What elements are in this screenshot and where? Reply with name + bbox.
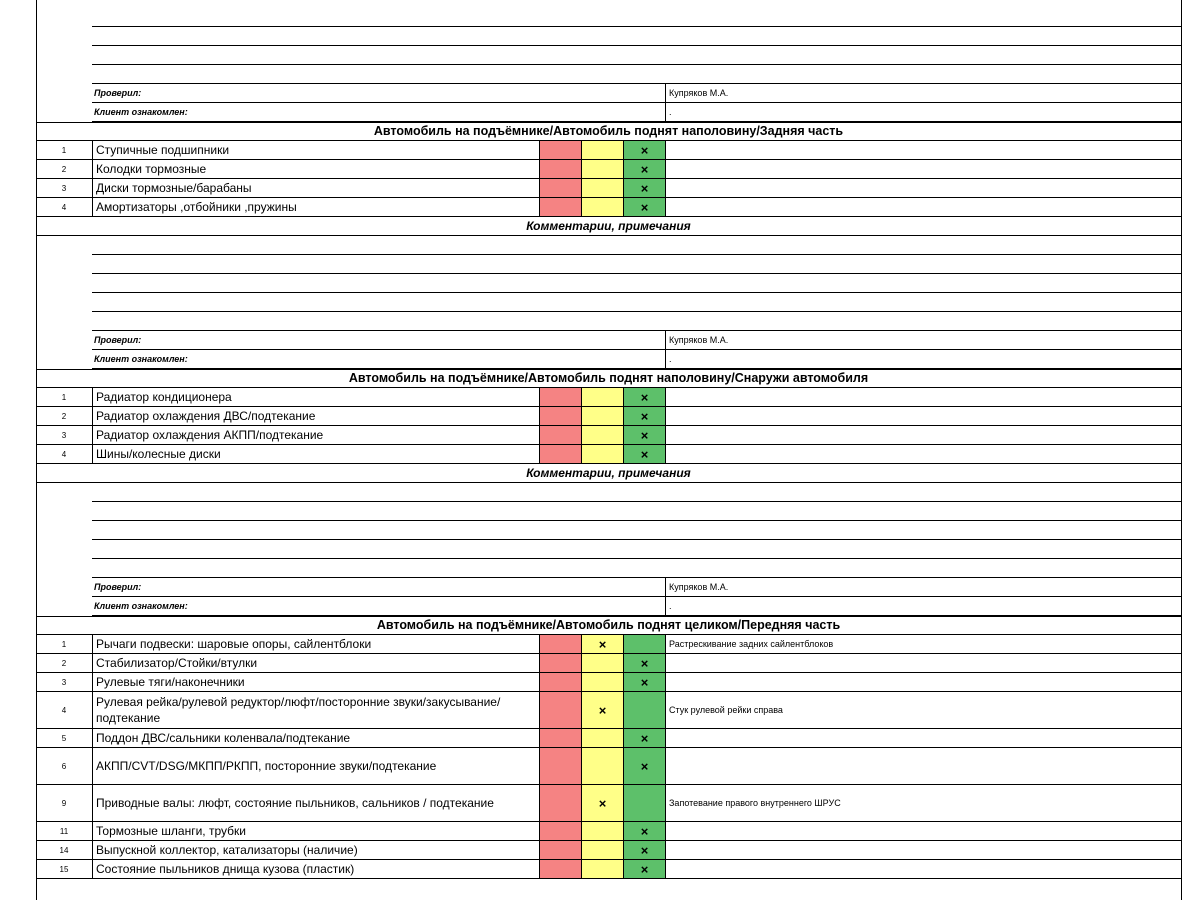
checked-by-value: Купряков М.А. bbox=[665, 84, 1181, 103]
status-mark: × bbox=[640, 142, 649, 158]
row-number: 4 bbox=[61, 449, 67, 459]
item-name: Радиатор охлаждения ДВС/подтекание bbox=[92, 407, 539, 425]
item-name: Состояние пыльников днища кузова (пластик) bbox=[92, 860, 539, 878]
status-mark: × bbox=[640, 199, 649, 215]
checklist-row bbox=[36, 692, 1181, 729]
status-cell-green[interactable] bbox=[623, 635, 665, 653]
status-cell-red[interactable] bbox=[539, 160, 581, 178]
status-cell-yellow[interactable] bbox=[581, 388, 623, 406]
status-cell-green[interactable] bbox=[623, 785, 665, 821]
status-cell-yellow[interactable] bbox=[581, 860, 623, 878]
item-name: АКПП/CVT/DSG/МКПП/РКПП, посторонние звуки/подтекание bbox=[92, 748, 539, 784]
item-name: Стабилизатор/Стойки/втулки bbox=[92, 654, 539, 672]
row-number: 4 bbox=[61, 705, 67, 715]
spacer bbox=[36, 331, 92, 350]
status-mark: × bbox=[640, 823, 649, 839]
status-cell-red[interactable] bbox=[539, 860, 581, 878]
checklist-row bbox=[36, 748, 1181, 785]
status-cell-green[interactable] bbox=[623, 141, 665, 159]
row-number: 1 bbox=[61, 639, 67, 649]
item-name: Выпускной коллектор, катализаторы (наличие) bbox=[92, 841, 539, 859]
item-note bbox=[665, 748, 1181, 784]
status-cell-yellow[interactable] bbox=[581, 198, 623, 216]
row-number: 1 bbox=[61, 145, 67, 155]
status-cell-yellow[interactable] bbox=[581, 748, 623, 784]
comment-line[interactable] bbox=[36, 65, 1181, 84]
item-name: Диски тормозные/барабаны bbox=[92, 179, 539, 197]
row-number: 14 bbox=[59, 845, 69, 855]
status-cell-yellow[interactable] bbox=[581, 426, 623, 444]
status-mark: × bbox=[640, 389, 649, 405]
item-note bbox=[665, 729, 1181, 747]
comment-line[interactable] bbox=[36, 312, 1181, 331]
status-cell-green[interactable] bbox=[623, 179, 665, 197]
item-name: Рулевая рейка/рулевой редуктор/люфт/посторонние звуки/закусывание/подтекание bbox=[92, 692, 539, 728]
status-cell-red[interactable] bbox=[539, 426, 581, 444]
checked-by-value: Купряков М.А. bbox=[665, 331, 1181, 350]
item-note: Растрескивание задних сайлентблоков bbox=[665, 635, 1181, 653]
item-name: Поддон ДВС/сальники коленвала/подтекание bbox=[92, 729, 539, 747]
row-number: 3 bbox=[61, 677, 67, 687]
client-acknowledged-row bbox=[36, 597, 1181, 616]
checklist-row bbox=[36, 841, 1181, 860]
status-cell-red[interactable] bbox=[539, 407, 581, 425]
status-cell-yellow[interactable] bbox=[581, 160, 623, 178]
status-cell-yellow[interactable] bbox=[581, 445, 623, 463]
status-cell-yellow[interactable] bbox=[581, 673, 623, 691]
checklist-row bbox=[36, 785, 1181, 822]
item-name: Тормозные шланги, трубки bbox=[92, 822, 539, 840]
comment-line[interactable] bbox=[36, 46, 1181, 65]
status-cell-red[interactable] bbox=[539, 748, 581, 784]
status-mark: × bbox=[598, 636, 607, 652]
row-number: 3 bbox=[61, 183, 67, 193]
status-cell-red[interactable] bbox=[539, 198, 581, 216]
checked-by-row bbox=[36, 331, 1181, 350]
item-note bbox=[665, 179, 1181, 197]
status-mark: × bbox=[640, 161, 649, 177]
status-cell-green[interactable] bbox=[623, 160, 665, 178]
item-note bbox=[665, 388, 1181, 406]
status-mark: × bbox=[640, 861, 649, 877]
row-number: 3 bbox=[61, 430, 67, 440]
checklist-row bbox=[36, 198, 1181, 217]
status-cell-red[interactable] bbox=[539, 141, 581, 159]
comment-line[interactable] bbox=[36, 559, 1181, 578]
status-cell-green[interactable] bbox=[623, 426, 665, 444]
client-acknowledged-value: . bbox=[665, 103, 1181, 122]
item-note bbox=[665, 673, 1181, 691]
status-cell-yellow[interactable] bbox=[581, 654, 623, 672]
status-cell-green[interactable] bbox=[623, 673, 665, 691]
checked-by-row bbox=[36, 84, 1181, 103]
comment-line[interactable] bbox=[36, 521, 1181, 540]
status-cell-yellow[interactable] bbox=[581, 141, 623, 159]
item-name: Амортизаторы ,отбойники ,пружины bbox=[92, 198, 539, 216]
row-number: 2 bbox=[61, 164, 67, 174]
status-cell-green[interactable] bbox=[623, 198, 665, 216]
comments-title: Комментарии, примечания bbox=[36, 217, 1181, 236]
client-acknowledged-label: Клиент ознакомлен: bbox=[92, 350, 665, 369]
section-title: Автомобиль на подъёмнике/Автомобиль поднят целиком/Передняя часть bbox=[36, 616, 1181, 635]
item-name: Рулевые тяги/наконечники bbox=[92, 673, 539, 691]
spacer bbox=[36, 103, 92, 122]
row-number: 15 bbox=[59, 864, 69, 874]
status-cell-red[interactable] bbox=[539, 822, 581, 840]
status-cell-green[interactable] bbox=[623, 748, 665, 784]
comment-line[interactable] bbox=[36, 255, 1181, 274]
item-name: Приводные валы: люфт, состояние пыльников, сальников / подтекание bbox=[92, 785, 539, 821]
comment-line[interactable] bbox=[36, 274, 1181, 293]
comments-title: Комментарии, примечания bbox=[36, 464, 1181, 483]
status-mark: × bbox=[640, 842, 649, 858]
section-title: Автомобиль на подъёмнике/Автомобиль поднят наполовину/Снаружи автомобиля bbox=[36, 369, 1181, 388]
item-name: Рычаги подвески: шаровые опоры, сайлентблоки bbox=[92, 635, 539, 653]
section-title: Автомобиль на подъёмнике/Автомобиль поднят наполовину/Задняя часть bbox=[36, 122, 1181, 141]
spacer bbox=[36, 578, 92, 597]
item-name: Шины/колесные диски bbox=[92, 445, 539, 463]
checked-by-label: Проверил: bbox=[92, 84, 665, 103]
row-number: 11 bbox=[59, 826, 69, 836]
row-number: 4 bbox=[61, 202, 67, 212]
checklist-row bbox=[36, 654, 1181, 673]
item-note bbox=[665, 141, 1181, 159]
status-cell-red[interactable] bbox=[539, 179, 581, 197]
comment-line[interactable] bbox=[36, 502, 1181, 521]
status-mark: × bbox=[598, 795, 607, 811]
row-number: 9 bbox=[61, 798, 67, 808]
checked-by-label: Проверил: bbox=[92, 578, 665, 597]
checklist-row bbox=[36, 426, 1181, 445]
spacer bbox=[36, 597, 92, 616]
status-cell-green[interactable] bbox=[623, 388, 665, 406]
status-cell-yellow[interactable] bbox=[581, 785, 623, 821]
status-cell-red[interactable] bbox=[539, 841, 581, 859]
checklist-row bbox=[36, 729, 1181, 748]
item-note bbox=[665, 654, 1181, 672]
checked-by-row bbox=[36, 578, 1181, 597]
item-note bbox=[665, 407, 1181, 425]
status-cell-red[interactable] bbox=[539, 785, 581, 821]
status-cell-red[interactable] bbox=[539, 729, 581, 747]
status-cell-yellow[interactable] bbox=[581, 729, 623, 747]
status-cell-green[interactable] bbox=[623, 860, 665, 878]
checked-by-label: Проверил: bbox=[92, 331, 665, 350]
item-note: Запотевание правого внутреннего ШРУС bbox=[665, 785, 1181, 821]
item-note bbox=[665, 841, 1181, 859]
item-name: Радиатор охлаждения АКПП/подтекание bbox=[92, 426, 539, 444]
status-cell-yellow[interactable] bbox=[581, 692, 623, 728]
status-mark: × bbox=[640, 758, 649, 774]
status-cell-yellow[interactable] bbox=[581, 635, 623, 653]
comment-line[interactable] bbox=[36, 483, 1181, 502]
item-name: Ступичные подшипники bbox=[92, 141, 539, 159]
checklist-row bbox=[36, 822, 1181, 841]
status-cell-green[interactable] bbox=[623, 407, 665, 425]
status-cell-red[interactable] bbox=[539, 673, 581, 691]
status-mark: × bbox=[640, 427, 649, 443]
item-name: Радиатор кондиционера bbox=[92, 388, 539, 406]
checklist-row bbox=[36, 141, 1181, 160]
inspection-sheet bbox=[36, 8, 1181, 879]
status-cell-green[interactable] bbox=[623, 729, 665, 747]
row-number: 2 bbox=[61, 411, 67, 421]
item-note bbox=[665, 160, 1181, 178]
item-note bbox=[665, 198, 1181, 216]
client-acknowledged-row bbox=[36, 103, 1181, 122]
status-cell-green[interactable] bbox=[623, 822, 665, 840]
checklist-row bbox=[36, 635, 1181, 654]
status-mark: × bbox=[640, 446, 649, 462]
status-cell-green[interactable] bbox=[623, 692, 665, 728]
row-number: 1 bbox=[61, 392, 67, 402]
status-cell-red[interactable] bbox=[539, 635, 581, 653]
status-cell-green[interactable] bbox=[623, 445, 665, 463]
checked-by-value: Купряков М.А. bbox=[665, 578, 1181, 597]
status-cell-red[interactable] bbox=[539, 388, 581, 406]
checklist-row bbox=[36, 160, 1181, 179]
status-cell-yellow[interactable] bbox=[581, 407, 623, 425]
spacer bbox=[36, 84, 92, 103]
status-cell-red[interactable] bbox=[539, 445, 581, 463]
client-acknowledged-value: . bbox=[665, 350, 1181, 369]
status-cell-green[interactable] bbox=[623, 841, 665, 859]
client-acknowledged-row bbox=[36, 350, 1181, 369]
checklist-row bbox=[36, 407, 1181, 426]
status-mark: × bbox=[640, 408, 649, 424]
item-note: Стук рулевой рейки справа bbox=[665, 692, 1181, 728]
item-name: Колодки тормозные bbox=[92, 160, 539, 178]
item-note bbox=[665, 860, 1181, 878]
item-note bbox=[665, 426, 1181, 444]
checklist-row bbox=[36, 860, 1181, 879]
status-cell-red[interactable] bbox=[539, 654, 581, 672]
status-cell-green[interactable] bbox=[623, 654, 665, 672]
status-cell-yellow[interactable] bbox=[581, 822, 623, 840]
checklist-row bbox=[36, 673, 1181, 692]
row-number: 6 bbox=[61, 761, 67, 771]
status-mark: × bbox=[640, 730, 649, 746]
status-mark: × bbox=[598, 702, 607, 718]
client-acknowledged-value: . bbox=[665, 597, 1181, 616]
client-acknowledged-label: Клиент ознакомлен: bbox=[92, 597, 665, 616]
status-mark: × bbox=[640, 655, 649, 671]
checklist-row bbox=[36, 388, 1181, 407]
status-cell-red[interactable] bbox=[539, 692, 581, 728]
checklist-row bbox=[36, 179, 1181, 198]
comment-line[interactable] bbox=[36, 540, 1181, 559]
row-number: 5 bbox=[61, 733, 67, 743]
status-cell-yellow[interactable] bbox=[581, 841, 623, 859]
item-note bbox=[665, 445, 1181, 463]
client-acknowledged-label: Клиент ознакомлен: bbox=[92, 103, 665, 122]
sheet-right-border bbox=[1181, 0, 1182, 900]
item-note bbox=[665, 822, 1181, 840]
row-number: 2 bbox=[61, 658, 67, 668]
checklist-row bbox=[36, 445, 1181, 464]
status-mark: × bbox=[640, 180, 649, 196]
status-mark: × bbox=[640, 674, 649, 690]
comment-line[interactable] bbox=[36, 236, 1181, 255]
comment-line[interactable] bbox=[36, 8, 1181, 27]
status-cell-yellow[interactable] bbox=[581, 179, 623, 197]
spacer bbox=[36, 350, 92, 369]
comment-line[interactable] bbox=[36, 293, 1181, 312]
comment-line[interactable] bbox=[36, 27, 1181, 46]
